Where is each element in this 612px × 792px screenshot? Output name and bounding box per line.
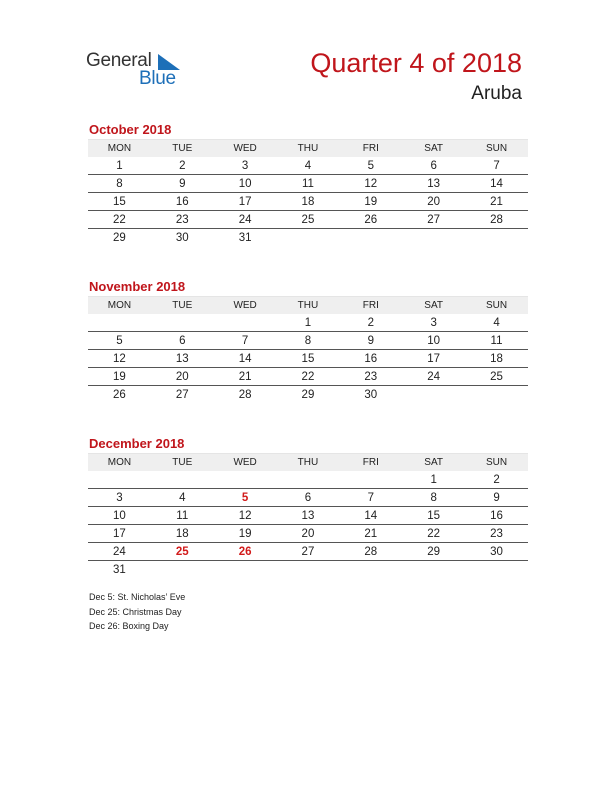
weekday-header: FRI (339, 140, 402, 158)
week-row (88, 193, 528, 211)
day-cell: 20 (151, 368, 214, 386)
day-cell: 5 (214, 489, 277, 507)
day-cell: 2 (339, 314, 402, 332)
day-cell: 23 (339, 368, 402, 386)
day-cell: 29 (301, 388, 315, 401)
holiday-note: Dec 5: St. Nicholas’ Eve (89, 592, 186, 602)
day-cell: 30 (175, 231, 189, 244)
day-cell: 19 (88, 368, 151, 386)
week-row (88, 332, 528, 350)
weekday-header: THU (277, 140, 340, 158)
day-cell: 21 (214, 368, 277, 386)
day-cell: 14 (465, 175, 528, 193)
week-row (88, 314, 528, 332)
weekday-header: TUE (151, 297, 214, 315)
day-cell: 26 (214, 543, 277, 561)
day-cell: 14 (214, 350, 277, 368)
day-cell: 29 (402, 543, 465, 561)
day-cell: 7 (465, 157, 528, 175)
day-cell: 22 (402, 525, 465, 543)
day-cell: 3 (214, 157, 277, 175)
empty-day-cell (339, 229, 402, 247)
week-row (88, 561, 528, 579)
month-title: October 2018 (89, 122, 172, 137)
day-cell: 16 (465, 507, 528, 525)
day-cell: 11 (277, 175, 340, 193)
day-cell: 12 (214, 507, 277, 525)
day-cell: 11 (151, 507, 214, 525)
day-cell: 9 (339, 332, 402, 350)
weekday-header: MON (88, 454, 151, 472)
empty-day-cell (151, 561, 214, 579)
empty-day-cell (339, 561, 402, 579)
day-cell: 21 (465, 193, 528, 211)
week-row (88, 211, 528, 229)
day-cell: 10 (402, 332, 465, 350)
weekday-header: FRI (339, 297, 402, 315)
day-cell: 8 (88, 175, 151, 193)
day-cell: 27 (402, 211, 465, 229)
day-cell: 13 (277, 507, 340, 525)
day-cell: 24 (88, 543, 151, 561)
empty-day-cell (151, 314, 214, 332)
day-cell: 5 (339, 157, 402, 175)
day-cell: 6 (151, 332, 214, 350)
day-cell: 30 (364, 388, 378, 401)
logo-text-blue: Blue (139, 68, 176, 89)
day-cell: 25 (277, 211, 340, 229)
weekday-header: WED (214, 140, 277, 158)
country-name: Aruba (471, 83, 522, 104)
empty-day-cell (88, 314, 151, 332)
empty-day-cell (339, 471, 402, 489)
calendar-table (88, 296, 528, 403)
empty-day-cell (277, 561, 340, 579)
weekday-header: FRI (339, 454, 402, 472)
day-cell: 20 (402, 193, 465, 211)
day-cell: 23 (465, 525, 528, 543)
weekday-header: THU (277, 297, 340, 315)
day-cell: 3 (88, 489, 151, 507)
day-cell: 15 (402, 507, 465, 525)
week-row (88, 368, 528, 386)
generalblue-logo (86, 50, 186, 90)
weekday-header: SUN (465, 454, 528, 472)
day-cell: 21 (339, 525, 402, 543)
month-title: December 2018 (89, 436, 185, 451)
month-title: November 2018 (89, 279, 186, 294)
day-cell: 4 (151, 489, 214, 507)
day-cell: 22 (277, 368, 340, 386)
day-cell: 1 (277, 314, 340, 332)
weekday-header: MON (88, 297, 151, 315)
empty-day-cell (277, 471, 340, 489)
day-cell: 15 (88, 193, 151, 211)
holiday-notes (89, 590, 185, 634)
day-cell: 1 (88, 157, 151, 175)
day-cell: 6 (277, 489, 340, 507)
weekday-header: SAT (402, 454, 465, 472)
empty-day-cell (465, 229, 528, 247)
day-cell: 4 (277, 157, 340, 175)
day-cell: 28 (465, 211, 528, 229)
day-cell: 13 (151, 350, 214, 368)
weekday-header: SAT (402, 140, 465, 158)
week-row (88, 175, 528, 193)
day-cell: 25 (151, 543, 214, 561)
day-cell: 17 (88, 525, 151, 543)
month-november (88, 278, 528, 403)
day-cell: 22 (88, 211, 151, 229)
day-cell: 1 (402, 471, 465, 489)
day-cell: 6 (402, 157, 465, 175)
day-cell: 7 (339, 489, 402, 507)
month-october (88, 121, 528, 246)
day-cell: 3 (402, 314, 465, 332)
day-cell: 17 (214, 193, 277, 211)
day-cell: 26 (339, 211, 402, 229)
day-cell: 9 (151, 175, 214, 193)
day-cell: 4 (465, 314, 528, 332)
weekday-header: SAT (402, 297, 465, 315)
day-cell: 26 (113, 388, 126, 401)
empty-day-cell (277, 229, 340, 247)
day-cell: 17 (402, 350, 465, 368)
day-cell: 31 (238, 231, 252, 244)
week-row (88, 471, 528, 489)
weekday-header: WED (214, 297, 277, 315)
empty-day-cell (214, 471, 277, 489)
day-cell: 10 (214, 175, 277, 193)
weekday-header: WED (214, 454, 277, 472)
day-cell: 8 (277, 332, 340, 350)
empty-day-cell (151, 471, 214, 489)
day-cell: 10 (88, 507, 151, 525)
calendar-table (88, 453, 528, 578)
day-cell: 16 (151, 193, 214, 211)
page-title: Quarter 4 of 2018 (310, 48, 522, 78)
empty-day-cell (214, 314, 277, 332)
day-cell: 31 (113, 563, 126, 576)
holiday-note: Dec 25: Christmas Day (89, 606, 182, 617)
day-cell: 29 (113, 231, 126, 244)
empty-day-cell (88, 471, 151, 489)
day-cell: 5 (88, 332, 151, 350)
day-cell: 28 (238, 388, 252, 401)
week-row (88, 489, 528, 507)
day-cell: 27 (277, 543, 340, 561)
day-cell: 27 (175, 388, 189, 401)
day-cell: 15 (277, 350, 340, 368)
logo-text-general: General (86, 50, 152, 71)
empty-day-cell (402, 229, 465, 247)
day-cell: 12 (88, 350, 151, 368)
day-cell: 28 (339, 543, 402, 561)
day-cell: 19 (339, 193, 402, 211)
day-cell: 23 (151, 211, 214, 229)
day-cell: 18 (151, 525, 214, 543)
day-cell: 18 (277, 193, 340, 211)
weekday-header: MON (88, 140, 151, 158)
empty-day-cell (465, 386, 528, 404)
weekday-header: THU (277, 454, 340, 472)
day-cell: 9 (465, 489, 528, 507)
empty-day-cell (402, 561, 465, 579)
weekday-header: TUE (151, 454, 214, 472)
week-row (88, 386, 528, 404)
calendar-table (88, 139, 528, 246)
day-cell: 24 (402, 368, 465, 386)
empty-day-cell (214, 561, 277, 579)
day-cell: 18 (465, 350, 528, 368)
day-cell: 25 (465, 368, 528, 386)
month-december (88, 435, 528, 578)
day-cell: 2 (465, 471, 528, 489)
week-row (88, 157, 528, 175)
weekday-header: TUE (151, 140, 214, 158)
week-row (88, 543, 528, 561)
weekday-header: SUN (465, 297, 528, 315)
week-row (88, 507, 528, 525)
week-row (88, 229, 528, 247)
week-row (88, 525, 528, 543)
holiday-note: Dec 26: Boxing Day (89, 621, 169, 631)
day-cell: 12 (339, 175, 402, 193)
day-cell: 11 (465, 332, 528, 350)
day-cell: 14 (339, 507, 402, 525)
day-cell: 2 (151, 157, 214, 175)
empty-day-cell (402, 386, 465, 404)
day-cell: 20 (277, 525, 340, 543)
week-row (88, 350, 528, 368)
day-cell: 30 (465, 543, 528, 561)
empty-day-cell (465, 561, 528, 579)
day-cell: 19 (214, 525, 277, 543)
day-cell: 16 (339, 350, 402, 368)
day-cell: 24 (214, 211, 277, 229)
day-cell: 13 (402, 175, 465, 193)
weekday-header: SUN (465, 140, 528, 158)
day-cell: 8 (402, 489, 465, 507)
day-cell: 7 (214, 332, 277, 350)
